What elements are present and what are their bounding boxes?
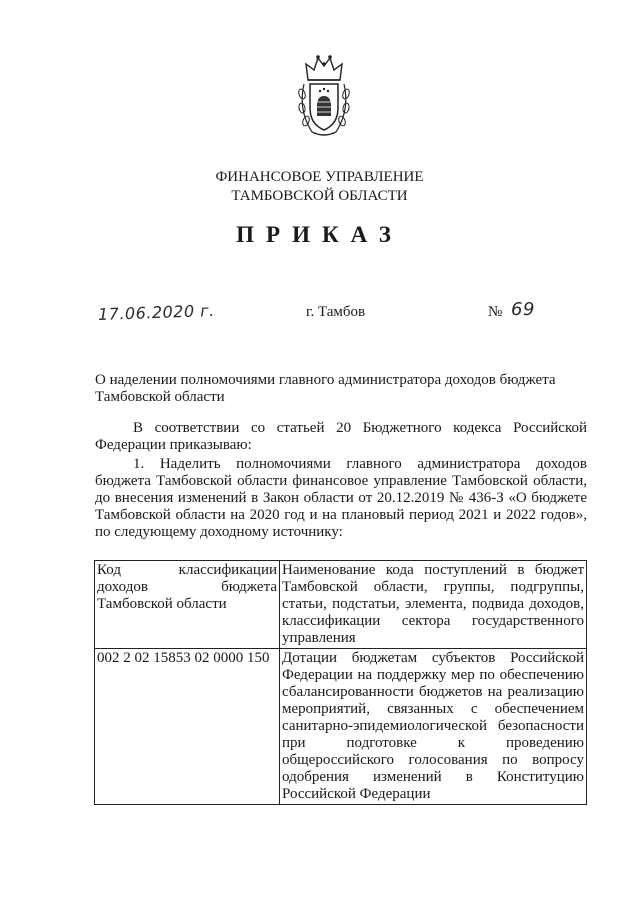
table-cell-code: 002 2 02 15853 02 0000 150 <box>95 649 280 805</box>
tambov-coat-of-arms-icon <box>294 50 354 140</box>
org-name-line2: ТАМБОВСКОЙ ОБЛАСТИ <box>231 188 408 204</box>
number-label: № <box>488 304 503 320</box>
handwritten-number: 69 <box>511 299 535 320</box>
income-code-table <box>94 560 587 805</box>
org-name-line1: ФИНАНСОВОЕ УПРАВЛЕНИЕ <box>215 169 424 185</box>
table-header-name: Наименование кода поступлений в бюджет Тамбовской области, группы, подгруппы, статьи, подстатьи, элемента, подвида доходов, классификации сектора государственного управления <box>280 561 587 649</box>
body-paragraph-2: 1. Наделить полномочиями главного администратора доходов бюджета Тамбовской области финансовое управление Тамбовской области, до внесения изменений в Закон области от 20.12.2019 № 436-З «О бюджете Тамбовской области на 2020 год и на плановый период 2021 и 2022 годов», по следующему доходному источнику: <box>95 456 587 540</box>
body-paragraph-1: В соответствии со статьей 20 Бюджетного кодекса Российской Федерации приказываю: <box>95 420 587 453</box>
table-cell-name: Дотации бюджетам субъектов Российской Федерации на поддержку мер по обеспечению сбалансированности бюджетов на реализацию мероприятий, связанных с обеспечением санитарно-эпидемиологической безопасности при подготовке к проведению общероссийского голосования по вопросу одобрения изменений в Конституцию Российской Федерации <box>280 649 587 805</box>
city-label: г. Тамбов <box>306 304 366 320</box>
table-header-row <box>95 561 587 649</box>
handwritten-date: 17.06.2020 г. <box>97 300 215 325</box>
order-subject: О наделении полномочиями главного администратора доходов бюджета Тамбовской области <box>95 372 556 405</box>
table-header-code: Код классификации доходов бюджета Тамбовской области <box>95 561 280 649</box>
table-row <box>95 649 587 805</box>
document-title: ПРИКАЗ <box>236 222 403 247</box>
